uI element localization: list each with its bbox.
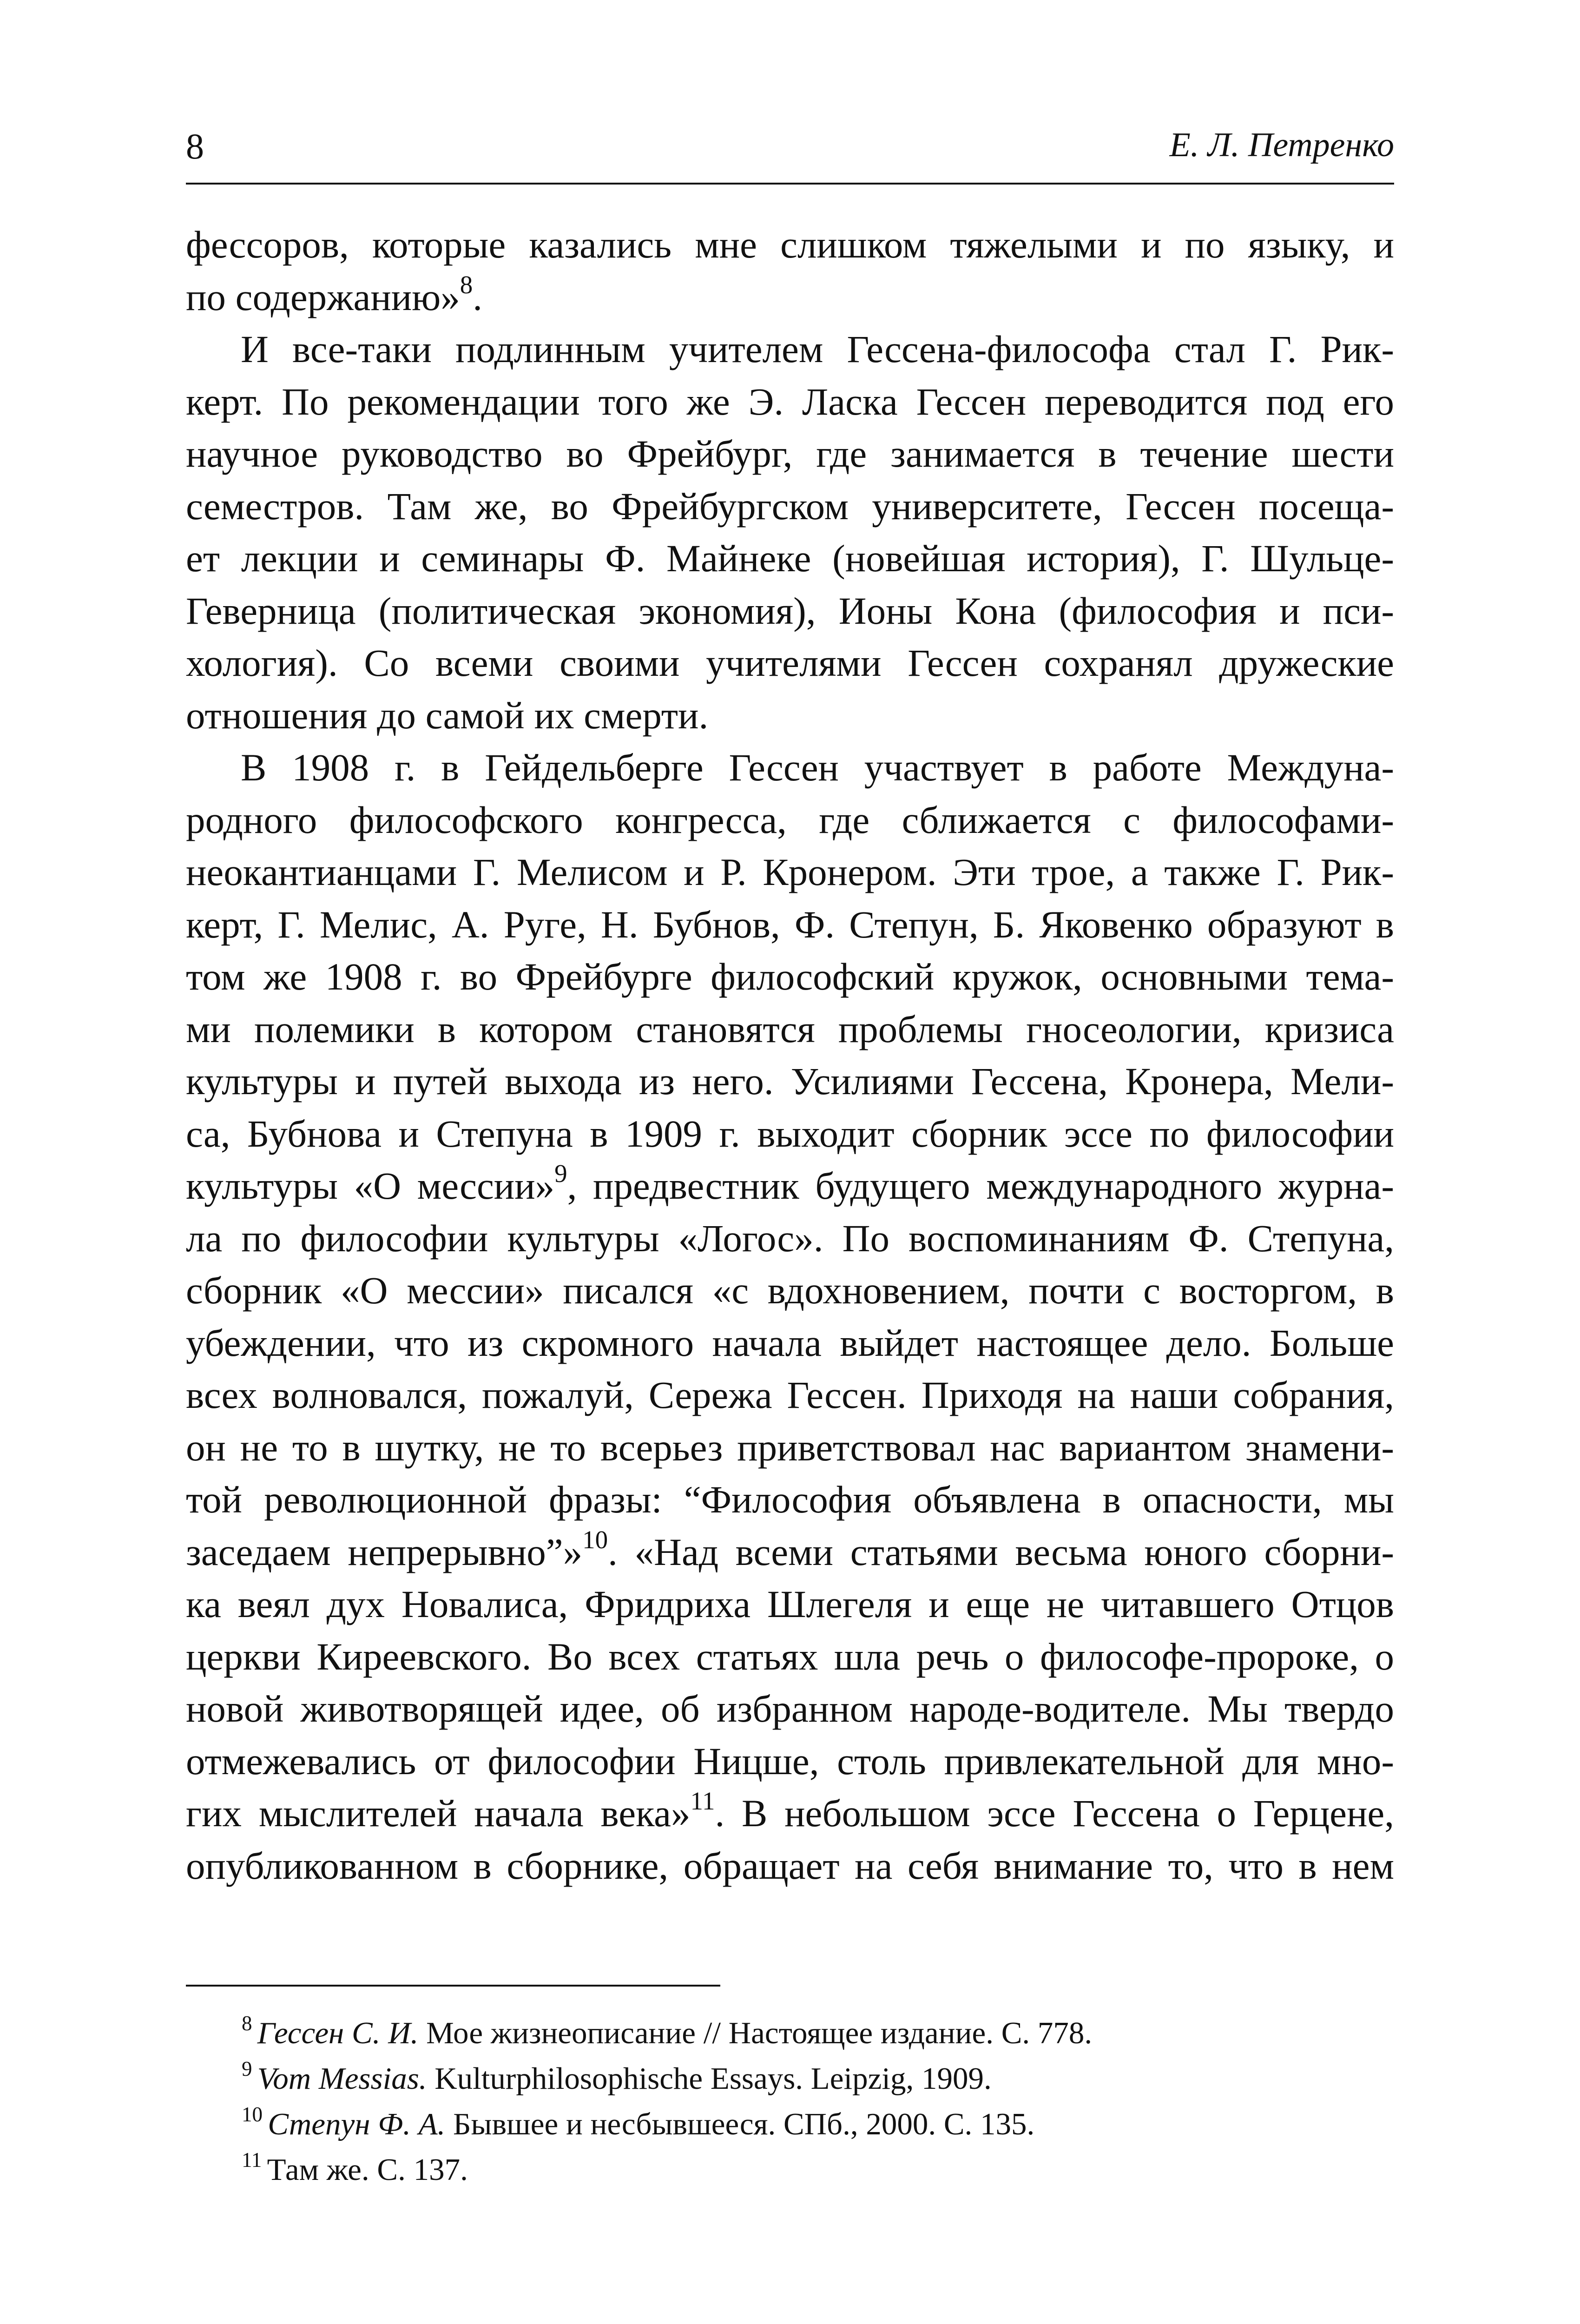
text-line-content: ка веял дух Новалиса, Фридриха Шлегеля и еще не читавшего Отцов	[186, 1583, 1394, 1625]
text-line-content: церкви Киреевского. Во всех статьях шла речь о философе-пророке, о	[186, 1635, 1394, 1678]
text-line	[186, 1369, 1394, 1421]
text-line-content: он не то в шутку, не то всерьез приветствовал нас вариантом знамени-	[186, 1426, 1394, 1469]
text-line-content-after: , предвестник будущего международного журна-	[567, 1164, 1394, 1207]
text-line	[186, 846, 1394, 898]
text-line	[186, 1473, 1394, 1526]
footnotes	[242, 2010, 1376, 2192]
text-line-content: фессоров, которые казались мне слишком тяжелыми и по языку, и	[186, 223, 1394, 266]
text-line	[186, 428, 1394, 480]
running-head-author: Е. Л. Петренко	[1169, 126, 1394, 164]
text-line	[186, 1264, 1394, 1317]
text-line	[186, 1317, 1394, 1369]
text-line	[186, 741, 1394, 794]
footnote-author: Vom Messias.	[257, 2061, 427, 2096]
text-line-content: сборник «О мессии» писался «с вдохновением, почти с восторгом, в	[186, 1269, 1394, 1312]
text-line	[186, 689, 1394, 742]
footnote-reference: 9	[554, 1159, 567, 1188]
footnote-rule	[186, 1985, 720, 1987]
text-line-content: родного философского конгресса, где сближается с философами-	[186, 798, 1394, 841]
footnote-text: Kulturphilosophische Essays. Leipzig, 1909.	[427, 2061, 992, 2096]
text-line-content: семестров. Там же, во Фрейбургском университете, Гессен посеща-	[186, 484, 1394, 528]
footnote-author: Степун Ф. А.	[268, 2107, 446, 2141]
text-line-content-after: . «Над всеми статьями весьма юного сборни-	[608, 1530, 1394, 1573]
text-line	[186, 480, 1394, 533]
text-line-content: В 1908 г. в Гейдельберге Гессен участвует в работе Междуна-	[241, 746, 1394, 789]
text-line-content: убеждении, что из скромного начала выйдет настоящее дело. Больше	[186, 1321, 1394, 1364]
footnote-item	[242, 2101, 1376, 2147]
text-line	[186, 1735, 1394, 1788]
footnote-number: 9	[242, 2057, 257, 2080]
text-line	[186, 1108, 1394, 1160]
text-line	[186, 532, 1394, 585]
text-line	[186, 1526, 1394, 1578]
text-line	[186, 1683, 1394, 1735]
text-line-content: по содержанию»	[186, 275, 460, 318]
text-line-content: Геверница (политическая экономия), Ионы Кона (философия и пси-	[186, 589, 1394, 632]
text-line-content: отмежевались от философии Ницше, столь привлекательной для мно-	[186, 1739, 1394, 1783]
text-line	[186, 1840, 1394, 1892]
text-line	[186, 1631, 1394, 1683]
footnote-item	[242, 2010, 1376, 2056]
header-rule	[186, 183, 1394, 185]
text-line-content: са, Бубнова и Степуна в 1909 г. выходит сборник эссе по философии	[186, 1112, 1394, 1155]
text-line-content: неокантианцами Г. Мелисом и Р. Кронером. Эти трое, а также Г. Рик-	[186, 851, 1394, 893]
footnote-reference: 8	[460, 270, 473, 299]
text-line	[186, 637, 1394, 689]
footnote-reference: 10	[582, 1525, 608, 1554]
footnote-text: Там же. С. 137.	[267, 2152, 468, 2187]
text-line	[186, 323, 1394, 376]
footnote-reference: 11	[690, 1787, 715, 1815]
text-line	[186, 1578, 1394, 1631]
text-line-content: опубликованном в сборнике, обращает на себя внимание то, что в нем	[186, 1844, 1394, 1887]
text-line-content: научное руководство во Фрейбург, где занимается в течение шести	[186, 432, 1394, 475]
page-number: 8	[186, 126, 204, 166]
text-line	[186, 794, 1394, 846]
text-line	[186, 1212, 1394, 1265]
footnote-number: 8	[242, 2012, 257, 2035]
text-line	[186, 1160, 1394, 1212]
text-line-content: ми полемики в котором становятся проблемы гносеологии, кризиса	[186, 1007, 1394, 1050]
text-line	[186, 376, 1394, 428]
text-line-content: ет лекции и семинары Ф. Майнеке (новейшая история), Г. Шульце-	[186, 537, 1394, 580]
text-line-content: культуры и путей выхода из него. Усилиями Гессена, Кронера, Мели-	[186, 1060, 1394, 1103]
text-line-content: керт, Г. Мелис, А. Руге, Н. Бубнов, Ф. Степун, Б. Яковенко образуют в	[186, 903, 1394, 946]
text-line	[186, 1787, 1394, 1840]
text-line-content: новой животворящей идее, об избранном народе-водителе. Мы твердо	[186, 1687, 1394, 1730]
text-line-content: хология). Со всеми своими учителями Гессен сохранял дружеские	[186, 641, 1394, 684]
footnote-number: 10	[242, 2103, 268, 2126]
text-line	[186, 951, 1394, 1003]
text-line	[186, 1421, 1394, 1474]
footnote-text: Бывшее и несбывшееся. СПб., 2000. С. 135.	[445, 2107, 1035, 2141]
text-line-content: культуры «О мессии»	[186, 1164, 555, 1207]
text-line	[186, 1055, 1394, 1108]
footnote-author: Гессен С. И.	[257, 2016, 419, 2050]
text-line	[186, 218, 1394, 271]
text-line	[186, 271, 1394, 324]
text-line	[186, 585, 1394, 637]
text-line-content: том же 1908 г. во Фрейбурге философский кружок, основными тема-	[186, 955, 1394, 998]
page-header	[186, 125, 1394, 181]
text-line-content: заседаем непрерывно”»	[186, 1530, 583, 1573]
footnote-item	[242, 2056, 1376, 2101]
footnote-item	[242, 2147, 1376, 2192]
text-line-content: керт. По рекомендации того же Э. Ласка Гессен переводится под его	[186, 380, 1394, 423]
text-line	[186, 898, 1394, 951]
text-line-content: всех волновался, пожалуй, Сережа Гессен. Приходя на наши собрания,	[186, 1373, 1394, 1416]
text-line-content: отношения до самой их смерти.	[186, 693, 709, 737]
text-line-content-after: .	[473, 275, 482, 318]
body-text	[186, 218, 1394, 1892]
text-line-content: гих мыслителей начала века»	[186, 1792, 691, 1835]
text-line-content-after: . В небольшом эссе Гессена о Герцене,	[715, 1792, 1394, 1835]
text-line	[186, 1003, 1394, 1056]
text-line-content: ла по философии культуры «Логос». По воспоминаниям Ф. Степуна,	[186, 1216, 1394, 1260]
text-line-content: И все-таки подлинным учителем Гессена-философа стал Г. Рик-	[241, 328, 1394, 370]
footnote-number: 11	[242, 2148, 267, 2172]
footnote-text: Мое жизнеописание // Настоящее издание. С. 778.	[418, 2016, 1093, 2050]
text-line-content: той революционной фразы: “Философия объявлена в опасности, мы	[186, 1478, 1394, 1521]
